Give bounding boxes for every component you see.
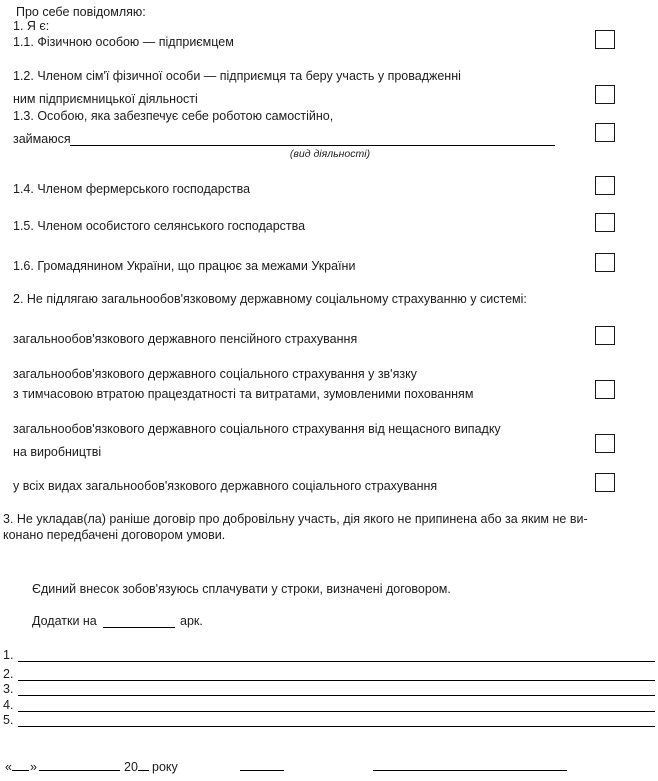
- item-2b-label-line2: з тимчасовою втратою працездатності та витратами, зумовленими похованням: [13, 387, 474, 401]
- checkbox-1-3[interactable]: [595, 123, 615, 142]
- line-number: 1.: [3, 648, 14, 662]
- item-1-3-prefix: займаюся: [13, 132, 71, 146]
- activity-type-field[interactable]: [70, 132, 555, 146]
- date-day-field[interactable]: [12, 757, 29, 771]
- item-1-3-label: 1.3. Особою, яка забезпечує себе роботою самостійно,: [13, 109, 334, 123]
- line-number: 2.: [3, 667, 14, 681]
- attachment-line-row: [3, 681, 655, 696]
- item-1-2-label-line1: 1.2. Членом сім'ї фізичної особи — підприємця та беру участь у провадженні: [13, 69, 461, 83]
- line-number: 4.: [3, 698, 14, 712]
- line-number: 3.: [3, 682, 14, 696]
- date-signature-row: [0, 756, 658, 774]
- line-number: 5.: [3, 713, 14, 727]
- item-2a-label: загальнообов'язкового державного пенсійного страхування: [13, 332, 358, 346]
- item-1-1-label: 1.1. Фізичною особою — підприємцем: [13, 35, 234, 49]
- attachment-line-row: [3, 647, 655, 662]
- item-2c-label-line2: на виробництві: [13, 445, 102, 459]
- checkbox-2d[interactable]: [595, 473, 615, 492]
- section3-line1: 3. Не укладав(ла) раніше договір про добровільну участь, дія якого не припинена або за яким не ви-: [3, 512, 588, 526]
- activity-type-caption: (вид діяльності): [289, 148, 371, 160]
- checkbox-1-1[interactable]: [595, 30, 615, 49]
- year-word: року: [152, 760, 178, 774]
- item-2b-label-line1: загальнообов'язкового державного соціального страхування у зв'язку: [13, 367, 417, 381]
- surname-field[interactable]: [373, 757, 567, 771]
- checkbox-2a[interactable]: [595, 326, 615, 345]
- date-month-field[interactable]: [39, 757, 120, 771]
- intro-line: Про себе повідомляю:: [16, 5, 146, 19]
- attachment-line-2-field[interactable]: [18, 666, 655, 681]
- checkbox-2c[interactable]: [595, 434, 615, 453]
- attachment-line-4-field[interactable]: [18, 697, 655, 712]
- checkbox-1-6[interactable]: [595, 253, 615, 272]
- checkbox-1-2[interactable]: [595, 85, 615, 104]
- item-2c-label-line1: загальнообов'язкового державного соціального страхування від нещасного випадку: [13, 422, 501, 436]
- item-1-2-label-line2: ним підприємницької діяльності: [13, 92, 198, 106]
- section3-line2: конано передбачені договором умови.: [3, 528, 226, 542]
- date-year-field[interactable]: [138, 757, 149, 771]
- checkbox-1-4[interactable]: [595, 176, 615, 195]
- item-1-4-label: 1.4. Членом фермерського господарства: [13, 182, 251, 196]
- attachment-line-row: [3, 712, 655, 727]
- attachments-count-field[interactable]: [103, 614, 175, 628]
- section1-heading: 1. Я є:: [13, 19, 50, 33]
- open-quote: «: [5, 760, 12, 774]
- attachments-prefix: Додатки на: [32, 614, 97, 628]
- signature-field[interactable]: [240, 757, 284, 771]
- section2-heading: 2. Не підлягаю загальнообов'язковому державному соціальному страхуванню у системі:: [13, 292, 527, 306]
- checkbox-2b[interactable]: [595, 380, 615, 399]
- item-1-6-label: 1.6. Громадянином України, що працює за межами України: [13, 259, 356, 273]
- attachment-line-3-field[interactable]: [18, 681, 655, 696]
- attachment-line-row: [3, 697, 655, 712]
- attachment-line-5-field[interactable]: [18, 712, 655, 727]
- item-2d-label: у всіх видах загальнообов'язкового державного соціального страхування: [13, 479, 438, 493]
- checkbox-1-5[interactable]: [595, 213, 615, 232]
- close-quote: »: [30, 760, 37, 774]
- attachments-suffix: арк.: [180, 614, 203, 628]
- commitment-line: Єдиний внесок зобов'язуюсь сплачувати у строки, визначені договором.: [32, 582, 451, 596]
- attachment-line-1-field[interactable]: [18, 647, 655, 662]
- attachment-line-row: [3, 666, 655, 681]
- item-1-5-label: 1.5. Членом особистого селянського господарства: [13, 219, 306, 233]
- year-prefix: 20: [124, 760, 138, 774]
